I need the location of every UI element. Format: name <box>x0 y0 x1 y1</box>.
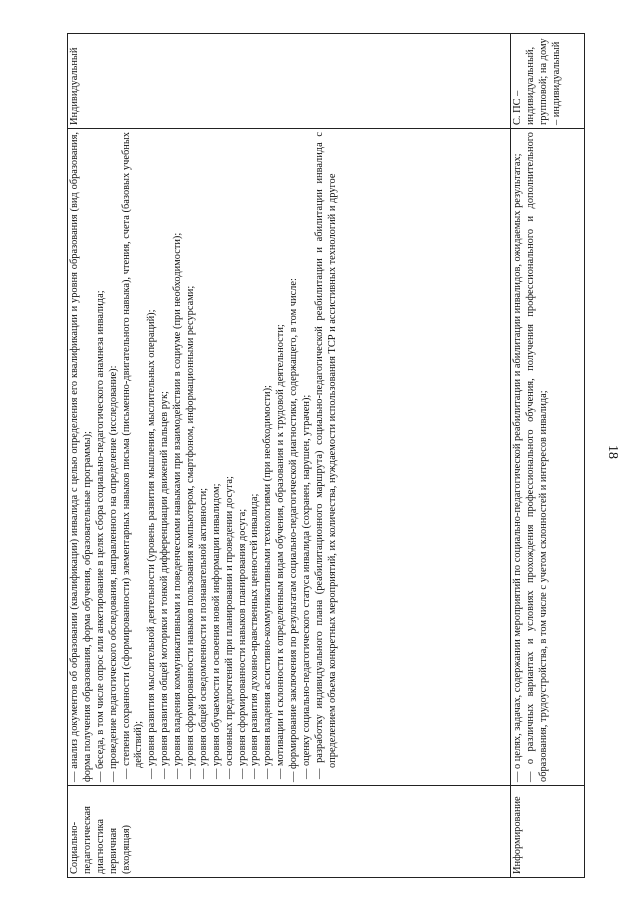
services-table <box>67 33 585 878</box>
page-number: 18 <box>605 445 620 459</box>
rotated-page <box>67 33 580 878</box>
content-line: — степени сохранности (сформированности) элементарных навыков письма (письменно-двигательного навыка), чтения, счета (базовых учебных действий); <box>120 132 145 779</box>
section-cell: Информирование <box>511 786 585 878</box>
content-line: — уровня обучаемости и освоения новой информации инвалидом; <box>210 483 222 779</box>
content-line: — о различных вариантах и условиях прохождения профессионального обучения, получения профессионального и дополнительного образования, трудоустройства, в том числе с учетом склонностей и интересов инвалида; <box>524 132 549 782</box>
content-line: — основных предпочтений при планировании и проведении досуга; <box>223 476 235 779</box>
content-line: — уровня развития общей моторики и тонкой дифференциации движений пальцев рук; <box>159 391 171 779</box>
content-line: — уровня сформированности навыков планирования досуга; <box>236 508 248 779</box>
content-line: — уровня развития духовно-нравственных ценностей инвалида; <box>249 493 261 779</box>
content-line: — оценку социально-педагогического статуса инвалида (сохранен, нарушен, утрачен); <box>301 394 313 779</box>
content-line: — беседа, в том числе опрос или анкетирование в целях сбора социально-педагогического анамнеза инвалида; <box>94 290 106 782</box>
content-line: — анализ документов об образовании (квалификации) инвалида с целью определения его квалификации и уровня образования (вид образования, форма получения образования, форма обучения, образовательные программы); <box>69 132 93 782</box>
content-line: — уровня владения ассистивно-коммуникативными технологиями (при необходимости); <box>262 385 274 779</box>
content-line: — уровня общей осведомленности и познавательной активности; <box>197 487 209 779</box>
content-line: — разработку индивидуального плана (реабилитационного маршрута) социально-педагогической реабилитации и абилитации инвалида с определением объема конкретных мероприятий, их количества, нуждаемости использования ТСР и ассистивных технологий и другое <box>313 132 338 779</box>
content-line: — мотивации и склонности к определенным видам обучения, образования и к трудовой деятельности; <box>275 324 287 779</box>
section-cell: Социально-педагогическая диагностика первичная (входящая) <box>68 786 511 878</box>
content-line: — формирование заключения по результатам социально-педагогической диагностики, содержащего, в том числе: <box>288 278 300 782</box>
content-line: — уровня развития мыслительной деятельности (уровень развития мышления, мыслительных операций); <box>146 309 158 779</box>
table-row <box>511 34 585 878</box>
content-line: — о целях, задачах, содержании мероприятий по социально-педагогической реабилитации и абилитации инвалидов, ожидаемых результатах; <box>512 153 523 782</box>
table-row <box>68 34 511 878</box>
form-cell: Индивидуальный <box>68 34 511 129</box>
content-line: — уровня сформированности навыков пользования компьютером, смартфоном, информационными ресурсами; <box>185 285 197 779</box>
content-cell <box>68 129 511 786</box>
content-line: — уровня владения коммуникативными и поведенческими навыками при взаимодействии в социуме (при необходимости); <box>172 232 184 779</box>
content-line: — проведение педагогического обследования, направленного на определение (исследование): <box>107 365 119 782</box>
content-cell <box>511 129 585 786</box>
form-cell: С. ПС – индивидуальный, групповой; на дому – индивидуальный <box>511 34 585 129</box>
